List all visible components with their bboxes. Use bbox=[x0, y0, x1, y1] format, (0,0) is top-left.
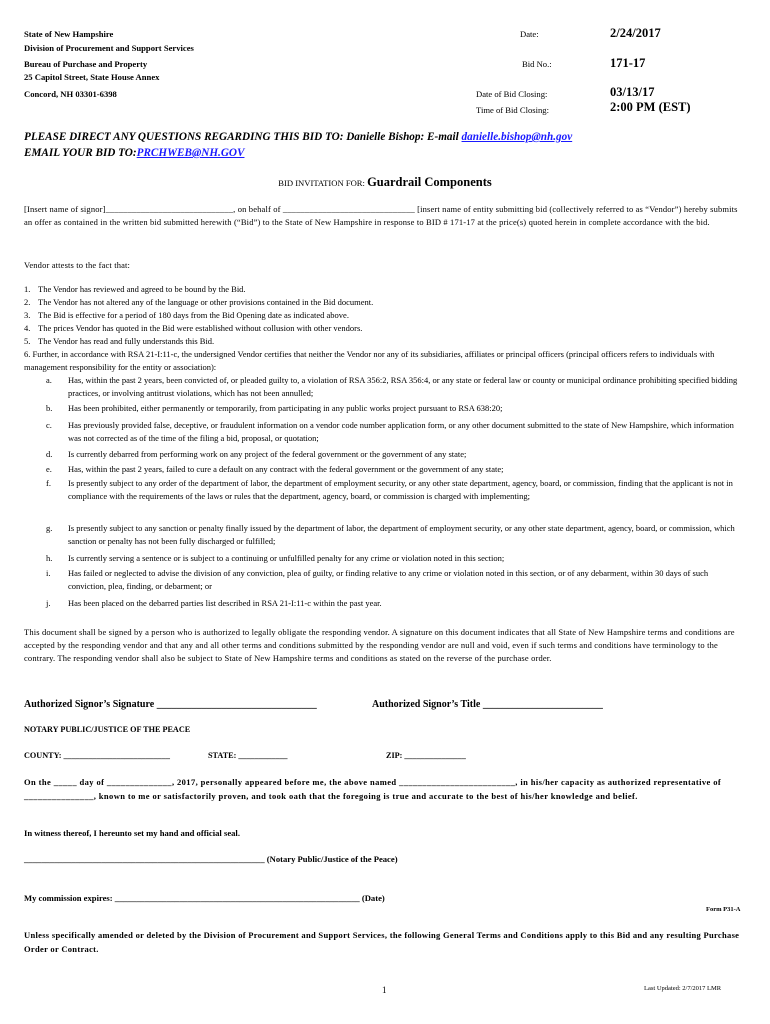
sub-h-letter: h. bbox=[46, 553, 53, 563]
questions-email-link[interactable]: danielle.bishop@nh.gov bbox=[461, 131, 573, 143]
last-updated: Last Updated: 2/7/2017 LMR bbox=[644, 985, 722, 992]
item-4-num: 4. bbox=[24, 323, 31, 333]
state-field[interactable]: STATE: ____________ bbox=[208, 751, 288, 760]
bid-no-value: 171-17 bbox=[610, 56, 646, 70]
closing-time-label: Time of Bid Closing: bbox=[476, 105, 549, 115]
item-4-text: The prices Vendor has quoted in the Bid were established without collusion with other vendors. bbox=[38, 323, 363, 333]
sub-i-text: Has failed or neglected to advise the division of any conviction, plea of guilty, or finding relative to any crime or violation noted in this section, or of any debarment, within 30 days of such conviction, plea, finding, or debarment; or bbox=[68, 568, 709, 591]
item-5-text: The Vendor has read and fully understands this Bid. bbox=[38, 336, 215, 346]
sub-d-text: Is currently debarred from performing work on any project of the federal government or the government of any state; bbox=[68, 449, 467, 459]
questions-line bbox=[24, 131, 572, 143]
sub-g-text: Is presently subject to any sanction or penalty finally issued by the department of labor, the department of employment security, or any other state department, agency, board, or commission, which sanction or penalty has not been fully discharged or fulfilled; bbox=[68, 523, 735, 546]
title-field[interactable]: Authorized Signor’s Title ________________________ bbox=[372, 699, 603, 710]
sub-j-letter: j. bbox=[46, 598, 51, 608]
item-2-num: 2. bbox=[24, 297, 31, 307]
notary-heading: NOTARY PUBLIC/JUSTICE OF THE PEACE bbox=[24, 725, 191, 734]
bid-invitation-title bbox=[0, 175, 770, 190]
sub-f-text: Is presently subject to any order of the department of labor, the department of employment security, or any other state department, agency, board, or commission, finding that the applicant is not in compliance with the requirements of the laws or rules that the department, agency, board, or commission is charged with implementing; bbox=[68, 478, 733, 501]
item-6 bbox=[24, 348, 746, 373]
closing-date-value: 03/13/17 bbox=[610, 85, 655, 99]
org-city: Concord, NH 03301-6398 bbox=[24, 89, 117, 99]
sub-c-letter: c. bbox=[46, 420, 52, 430]
item-1-text: The Vendor has reviewed and agreed to be bound by the Bid. bbox=[38, 284, 246, 294]
sub-e-letter: e. bbox=[46, 464, 52, 474]
witness-line: In witness thereof, I hereunto set my hand and official seal. bbox=[24, 828, 240, 838]
org-address: 25 Capitol Street, State House Annex bbox=[24, 72, 160, 82]
closing-time-value: 2:00 PM (EST) bbox=[610, 100, 691, 114]
sub-c-text: Has previously provided false, deceptive, or fraudulent information on a vendor code number application form, or any other document submitted to the state of New Hampshire, which information was not corrected as of the time of the filing a bid, proposal, or quotation; bbox=[68, 420, 734, 443]
invitation-name: Guardrail Components bbox=[367, 175, 492, 189]
sub-b-text: Has been prohibited, either permanently or temporarily, from participating in any public works project pursuant to RSA 638:20; bbox=[68, 403, 503, 413]
sub-h-text: Is currently serving a sentence or is subject to a continuing or unfulfilled penalty for any crime or violation noted in this section; bbox=[68, 553, 505, 563]
sub-a-text: Has, within the past 2 years, been convicted of, or pleaded guilty to, a violation of RSA 356:2, RSA 356:4, or any state or federal law or county or municipal ordinance prohibiting specified bidding practices, or involving antitrust violations, which has not been annulled; bbox=[68, 375, 738, 398]
zip-field[interactable]: ZIP: _______________ bbox=[386, 751, 466, 760]
intro-paragraph: [Insert name of signor]_____________________________, on behalf of ______________________________ [insert name of entity submitting bid (collectively referred to as “Vendor”) hereby submits an offer as contained in the written bid submitted herewith (“Bid”) to the State of New Hampshire in response to BID # 171-17 at the price(s) quoted herein in complete accordance with the bid. bbox=[24, 204, 738, 227]
sub-i-letter: i. bbox=[46, 568, 51, 578]
sub-f-letter: f. bbox=[46, 478, 51, 488]
sub-b-letter: b. bbox=[46, 403, 53, 413]
date-label: Date: bbox=[520, 29, 539, 39]
date-value: 2/24/2017 bbox=[610, 26, 661, 40]
sub-g-letter: g. bbox=[46, 523, 53, 533]
item-3-text: The Bid is effective for a period of 180 days from the Bid Opening date as indicated above. bbox=[38, 310, 349, 320]
email-bid-line bbox=[24, 147, 244, 159]
closing-date-label: Date of Bid Closing: bbox=[476, 89, 548, 99]
sub-d-letter: d. bbox=[46, 449, 53, 459]
county-field[interactable]: COUNTY: __________________________ bbox=[24, 751, 170, 760]
item-3-num: 3. bbox=[24, 310, 31, 320]
org-state: State of New Hampshire bbox=[24, 29, 114, 39]
signature-field[interactable]: Authorized Signor’s Signature ________________________________ bbox=[24, 699, 317, 710]
sub-j-text: Has been placed on the debarred parties list described in RSA 21-I:11-c within the past year. bbox=[68, 598, 382, 608]
org-bureau: Bureau of Purchase and Property bbox=[24, 59, 148, 69]
item-6-text: Further, in accordance with RSA 21-I:11-c, the undersigned Vendor certifies that neither the Vendor nor any of its subsidiaries, affiliates or principal officers (principal officers refers to individuals with management responsibility for the entity or association): bbox=[24, 349, 715, 372]
terms-note: Unless specifically amended or deleted by the Division of Procurement and Support Services, the following General Terms and Conditions apply to this Bid and any resulting Purchase Order or Contract. bbox=[24, 930, 740, 954]
sub-e-text: Has, within the past 2 years, failed to cure a default on any contract with the federal government or the government of any state; bbox=[68, 464, 504, 474]
questions-prefix: PLEASE DIRECT ANY QUESTIONS REGARDING THIS BID TO: Danielle Bishop: E-mail bbox=[24, 131, 462, 143]
signature-paragraph: This document shall be signed by a person who is authorized to legally obligate the responding vendor. A signature on this document indicates that all State of New Hampshire terms and conditions are accepted by the responding vendor and that any and all other terms and conditions submitted by the responding vendor are null and void, even if such terms and conditions have terminology to the contrary. The responding vendor shall also be subject to State of New Hampshire terms and conditions as stated on the reverse of the purchase order. bbox=[24, 627, 735, 664]
bid-no-label: Bid No.: bbox=[522, 59, 552, 69]
item-5-num: 5. bbox=[24, 336, 31, 346]
page-number: 1 bbox=[382, 985, 387, 995]
item-1-num: 1. bbox=[24, 284, 31, 294]
email-bid-prefix: EMAIL YOUR BID TO: bbox=[24, 147, 137, 159]
invitation-prefix: BID INVITATION FOR: bbox=[278, 178, 368, 188]
notary-signature-field[interactable]: ________________________________________________________ (Notary Public/Justice of the Peace) bbox=[24, 854, 398, 864]
commission-expires-field[interactable]: My commission expires: _________________________________________________________ (Date) bbox=[24, 893, 385, 903]
form-id: Form P31-A bbox=[706, 906, 741, 913]
attests-line: Vendor attests to the fact that: bbox=[24, 260, 131, 270]
org-division: Division of Procurement and Support Services bbox=[24, 43, 194, 53]
item-2-text: The Vendor has not altered any of the language or other provisions contained in the Bid document. bbox=[38, 297, 374, 307]
item-6-num: 6. bbox=[24, 349, 31, 359]
notary-appeared-paragraph: On the _____ day of ______________, 2017, personally appeared before me, the above named _________________________, in his/her capacity as authorized representative of _______________, known to me or satisfactorily proven, and took oath that the foregoing is true and accurate to the best of his/her knowledge and belief. bbox=[24, 777, 722, 801]
email-bid-link[interactable]: PRCHWEB@NH.GOV bbox=[136, 147, 245, 159]
sub-a-letter: a. bbox=[46, 375, 52, 385]
